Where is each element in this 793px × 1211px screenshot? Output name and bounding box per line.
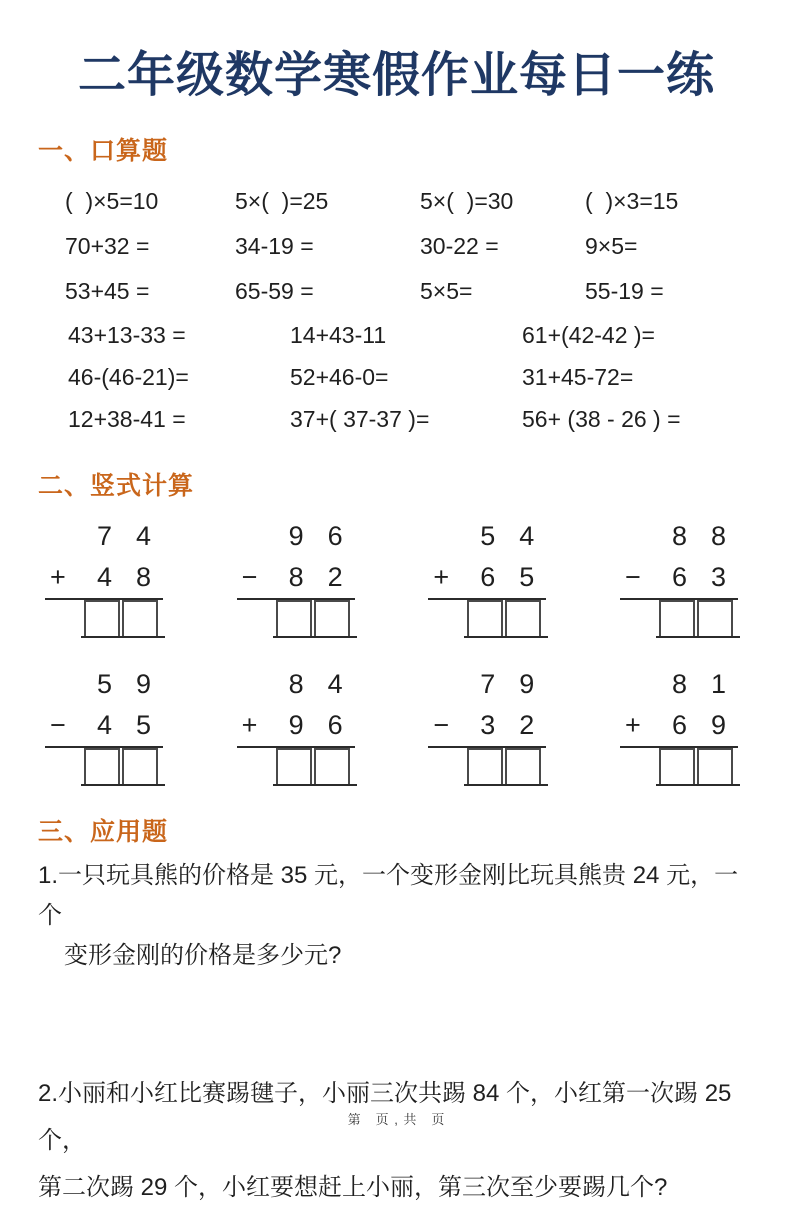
vertical-bottom-number: + 6 5 — [428, 556, 546, 598]
oral-row — [40, 269, 753, 314]
operator: − — [241, 561, 258, 592]
oral-problem: 43+13-33 = — [68, 321, 186, 348]
answer-box — [467, 600, 503, 636]
oral-problem: 9×5= — [585, 233, 638, 259]
word-problem-1 — [38, 856, 759, 976]
answer-box — [84, 600, 120, 636]
oral-problem: 5×( )=30 — [420, 188, 514, 214]
section-heading-oral: 一、口算题 — [38, 137, 169, 165]
answer-boxes — [273, 600, 357, 638]
answer-box — [122, 748, 158, 784]
oral-problem: 12+38-41 = — [68, 405, 186, 432]
oral-problem: 61+(42-42 )= — [522, 321, 655, 348]
operator: − — [624, 561, 641, 592]
vertical-top-number: 7 9 — [480, 668, 535, 699]
vertical-problem — [428, 516, 546, 638]
vertical-bottom-number: + 4 8 — [45, 556, 163, 598]
oral-problem: 65-59 = — [235, 278, 314, 304]
operator: − — [50, 709, 66, 740]
operator: − — [433, 709, 450, 740]
oral-problem: 55-19 = — [585, 278, 664, 304]
vertical-problem — [620, 664, 738, 786]
vertical-top-number: 7 4 — [96, 520, 152, 551]
vertical-bottom-number: + 6 9 — [620, 704, 738, 746]
answer-box — [697, 748, 733, 784]
word-problems-section — [38, 856, 759, 1211]
answer-boxes — [81, 600, 165, 638]
vertical-top-number: 5 4 — [480, 520, 535, 551]
answer-boxes — [656, 600, 740, 638]
answer-box — [697, 600, 733, 636]
oral-problem: ( )×3=15 — [585, 188, 679, 214]
page-footer: 第 页 , 共 页 — [347, 1112, 446, 1127]
section-heading-word: 三、应用题 — [38, 818, 169, 846]
word-problem-line: 第二次踢 29 个，小红要想赶上小丽，第三次至少要踢几个? — [38, 1174, 668, 1201]
oral-problem: 5×( )=25 — [235, 188, 329, 214]
vertical-problem — [237, 664, 355, 786]
operator: + — [241, 709, 258, 740]
word-problem-line: 2.小丽和小红比赛踢毽子，小丽三次共踢 84 个，小红第一次踢 25 个， — [38, 1080, 732, 1154]
oral-problem: 30-22 = — [420, 233, 499, 259]
oral-row — [40, 398, 753, 440]
vertical-bottom-number: + 9 6 — [237, 704, 355, 746]
answer-box — [314, 600, 350, 636]
answer-box — [84, 748, 120, 784]
section-heading-vertical: 二、竖式计算 — [38, 472, 195, 500]
answer-box — [314, 748, 350, 784]
answer-box — [276, 748, 312, 784]
oral-problem: 46-(46-21)= — [68, 363, 189, 390]
vertical-problems-row-2 — [0, 638, 793, 786]
oral-problem: ( )×5=10 — [65, 188, 159, 214]
oral-problem: 56+ (38 - 26 ) = — [522, 405, 681, 432]
vertical-bottom-number: − 8 2 — [237, 556, 355, 598]
oral-row — [40, 179, 753, 224]
oral-problem: 37+( 37-37 )= — [290, 405, 430, 432]
operator: + — [433, 561, 450, 592]
vertical-bottom-number: − 6 3 — [620, 556, 738, 598]
vertical-top-number: 9 6 — [288, 520, 343, 551]
oral-problem: 14+43-11 — [290, 321, 387, 348]
word-problem-2 — [38, 1070, 759, 1211]
vertical-top-number: 8 4 — [288, 668, 343, 699]
answer-boxes — [656, 748, 740, 786]
answer-boxes — [464, 748, 548, 786]
answer-box — [659, 748, 695, 784]
oral-row — [40, 356, 753, 398]
vertical-problem — [428, 664, 546, 786]
vertical-problem — [45, 516, 163, 638]
answer-box — [276, 600, 312, 636]
oral-problem: 52+46-0= — [290, 363, 389, 390]
oral-problem: 70+32 = — [65, 233, 150, 259]
page-title: 二年级数学寒假作业每日一练 — [77, 49, 715, 102]
vertical-problems-row-1 — [0, 502, 793, 638]
vertical-top-number: 8 8 — [671, 520, 726, 551]
oral-problems-section — [40, 179, 753, 440]
answer-box — [505, 600, 541, 636]
vertical-problem — [237, 516, 355, 638]
vertical-bottom-number: − 4 5 — [45, 704, 163, 746]
vertical-bottom-number: − 3 2 — [428, 704, 546, 746]
answer-box — [659, 600, 695, 636]
oral-row — [40, 314, 753, 356]
oral-problem: 53+45 = — [65, 278, 150, 304]
vertical-problem — [45, 664, 163, 786]
answer-boxes — [81, 748, 165, 786]
answer-box — [122, 600, 158, 636]
word-problem-line: 变形金刚的价格是多少元? — [64, 942, 342, 969]
word-problem-line: 1.一只玩具熊的价格是 35 元，一个变形金刚比玩具熊贵 24 元，一个 — [38, 862, 739, 929]
oral-problem: 5×5= — [420, 278, 473, 304]
oral-row — [40, 224, 753, 269]
vertical-top-number: 8 1 — [671, 668, 726, 699]
answer-box — [505, 748, 541, 784]
vertical-problem — [620, 516, 738, 638]
vertical-top-number: 5 9 — [96, 668, 152, 699]
operator: + — [624, 709, 641, 740]
oral-problem: 31+45-72= — [522, 363, 634, 390]
answer-boxes — [464, 600, 548, 638]
operator: + — [50, 561, 66, 592]
oral-problem: 34-19 = — [235, 233, 314, 259]
answer-box — [467, 748, 503, 784]
answer-boxes — [273, 748, 357, 786]
